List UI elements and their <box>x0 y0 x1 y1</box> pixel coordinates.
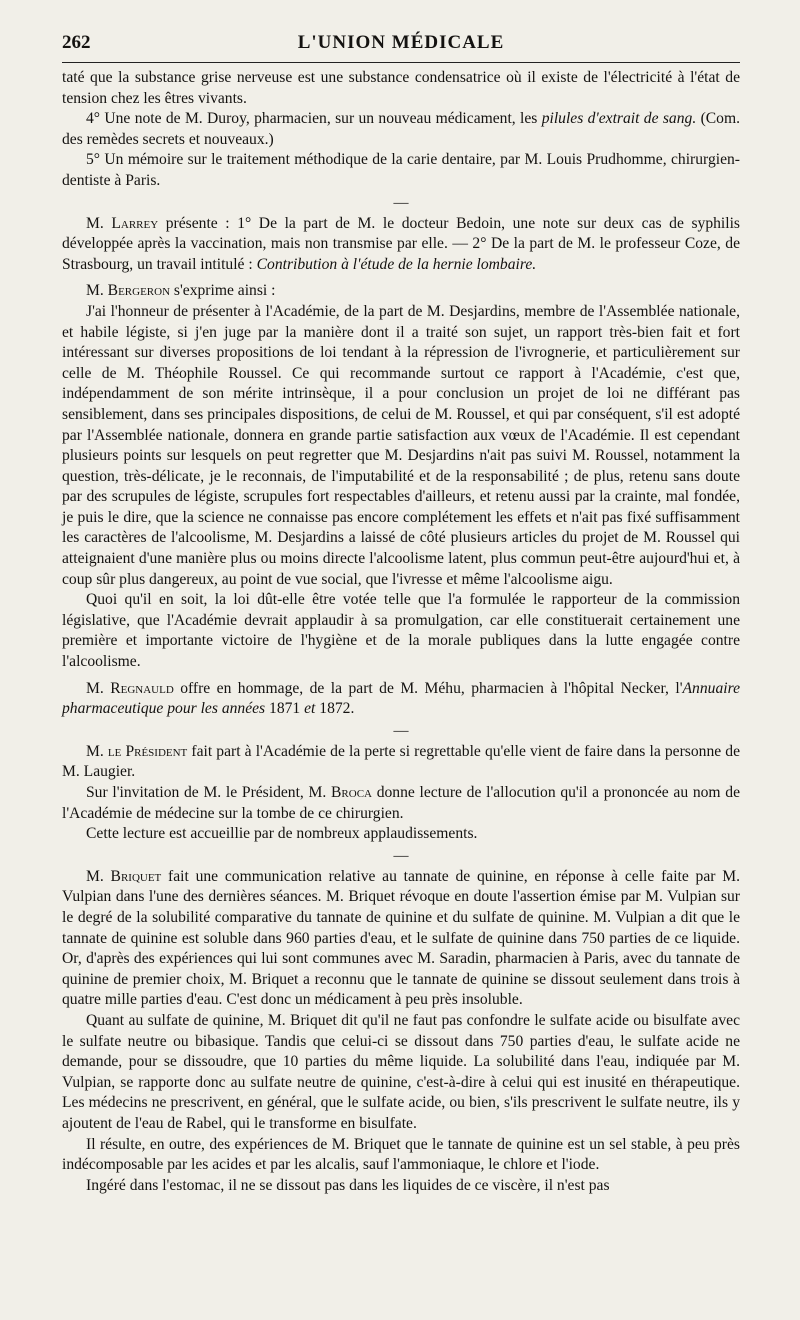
paragraph-regnauld <box>62 679 740 720</box>
broca-text: donne lecture de l'allocution qu'il a prononcée au nom de l'Académie de médecine sur la tombe de ce chirurgien. <box>62 784 741 822</box>
paragraph-briquet-4: Ingéré dans l'estomac, il ne se dissout pas dans les liquides de ce viscère, il n'est pas <box>86 1176 610 1194</box>
item-4-title: pilules d'extrait de sang. <box>541 110 697 128</box>
paragraph-bergeron-2: Quoi qu'il en soit, la loi dût-elle être votée telle que l'a formulée le rapporteur de la commission législative, que l'Académie devrait applaudir à sa promulgation, car elle constituerait certainement une première et importante victoire de l'hygiène et de la morale publiques dans la lutte engagée contre l'alcoolisme. <box>62 591 740 671</box>
paragraph-item-4 <box>62 109 740 150</box>
paragraph-briquet-3: Il résulte, en outre, des expériences de M. Briquet que le tannate de quinine est un sel stable, à peu près indécomposable par les acides et par les alcalis, sauf l'ammoniaque, le chlore et l'iode. <box>62 1135 740 1174</box>
paragraph-larrey <box>62 214 740 276</box>
president-text: fait part à l'Académie de la perte si regrettable qu'elle vient de faire dans la personne de M. Laugier. <box>62 742 740 781</box>
larrey-title: Contribution à l'étude de la hernie lombaire. <box>256 255 537 273</box>
paragraph-briquet-1 <box>62 867 740 1011</box>
section-separator: — <box>393 722 409 739</box>
section-separator: — <box>393 847 409 864</box>
header-rule <box>62 62 740 63</box>
larrey-text: présente : 1° De la part de M. le docteur Bedoin, une note sur deux cas de syphilis développée après la vaccination, mais non transmise par elle. — 2° De la part de M. le professeur Coze, de Strasbourg, un travail intitulé : <box>62 214 740 273</box>
paragraph-applause: Cette lecture est accueillie par de nombreux applaudissements. <box>86 825 478 843</box>
speaker-briquet: M. Briquet <box>86 867 162 885</box>
paragraph-item-5: 5° Un mémoire sur le traitement méthodique de la carie dentaire, par M. Louis Prudhomme, chirurgien-dentiste à Paris. <box>62 151 740 189</box>
paragraph-bergeron-1: J'ai l'honneur de présenter à l'Académie, de la part de M. Desjardins, membre de l'Assemblée nationale, et habile légiste, si j'en juge par la manière dont il a traité son sujet, un rapport très-bien fait et fort intéressant sur diverses propositions de loi tendant à la répression de l'ivrognerie, et particulièrement sur celle de M. Théophile Roussel. Ce qui recommande surtout ce rapport à l'Académie, c'est que, indépendamment de son mérite intrinsèque, il a pour conclusion un projet de loi ne différant pas sensiblement, dans ses principales dispositions, de celui de M. Roussel, et qui par conséquent, s'il est adopté par l'Assemblée nationale, donnera en grande partie satisfaction aux vœux de l'Académie. Il est cependant plusieurs points sur lesquels on peut regretter que M. Desjardins n'ait pas suivi M. Roussel, notamment la question, très-délicate, je le reconnais, de l'imputabilité et de la responsabilité ; de plus, retenu sans doute par des scrupules de légiste, scrupules fort respectables d'ailleurs, et retenu aussi par la crainte, mal fondée, je puis le dire, que la science ne connaisse pas encore complétement les effets et n'ait pas fixé suffisamment les caractères de l'alcoolisme, M. Desjardins a laissé de côté plusieurs articles du projet de M. Roussel qui atteignaient d'une manière plus ou moins directe l'alcoolisme latent, plus commun peut-être aujourd'hui et, à coup sûr plus dangereux, au point de vue social, que l'ivresse et même l'alcoolisme aigu. <box>62 302 740 588</box>
speaker-broca: M. Broca <box>308 784 372 801</box>
speaker-regnauld: M. Regnauld <box>86 679 174 697</box>
paragraph-briquet-2: Quant au sulfate de quinine, M. Briquet dit qu'il ne faut pas confondre le sulfate acide ou bisulfate avec le sulfate neutre ou bibasique. Tandis que celui-ci se dissout dans 750 parties d'eau, le sulfate acide ne demande, pour se dissoudre, que 10 parties du même liquide. La solubilité dans l'eau, indiquée par M. Vulpian, se rapporte donc au sulfate neutre de quinine, c'est-à-dire à celui qui est inusité en thérapeutique. Les médecins ne prescrivent, en général, que le sulfate acide, ou bien, s'ils prescrivent le sulfate neutre, ils y ajoutent de l'eau de Rabel, qui le transforme en bisulfate. <box>62 1011 740 1132</box>
regnauld-title: Annuaire pharmaceutique pour les années <box>62 679 740 718</box>
section-separator: — <box>393 194 409 211</box>
running-title: L'UNION MÉDICALE <box>297 32 505 53</box>
speaker-bergeron: M. Bergeron <box>86 282 171 300</box>
speaker-president: M. le Président <box>86 742 188 760</box>
page-header <box>62 28 740 58</box>
speaker-larrey: M. Larrey <box>86 214 159 232</box>
regnauld-text: offre en hommage, de la part de M. Méhu, pharmacien à l'hôpital Necker, l' <box>173 679 683 697</box>
page-number: 262 <box>62 32 91 53</box>
bergeron-intro: s'exprime ainsi : <box>170 282 276 300</box>
item-4-note: (Com. des remèdes secrets et nouveaux.) <box>62 110 740 148</box>
article-body <box>62 68 740 1196</box>
briquet-text: fait une communication relative au tannate de quinine, en réponse à celle faite par M. Vulpian dans l'une des dernières séances. M. Briquet révoque en doute l'assertion émise par M. Vulpian sur le degré de la solubilité comparative du tannate de quinine et du sulfate de quinine. M. Vulpian a dit que le tannate de quinine est soluble dans 960 parties d'eau, et le sulfate de quinine dans 750 parties de ce liquide. Or, d'après des expériences qui lui sont communes avec M. Saradin, pharmacien à Paris, avec du tannate de quinine de premier choix, M. Briquet a reconnu que le tannate de quinine se dissout seulement dans trois à quatre mille parties d'eau. C'est donc un médicament à peu près insoluble. <box>62 867 740 1009</box>
item-4-text: 4° Une note de M. Duroy, pharmacien, sur un nouveau médicament, les <box>86 110 542 128</box>
paragraph-president <box>62 742 740 783</box>
regnauld-years: 1871 <box>265 700 305 718</box>
paragraph-bergeron-intro <box>62 281 740 302</box>
paragraph-continuation: taté que la substance grise nerveuse est une substance condensatrice où il existe de l'électricité à l'état de tension chez les êtres vivants. <box>62 69 740 107</box>
regnauld-year-end: 1872. <box>315 700 355 718</box>
broca-intro: Sur l'invitation de M. le Président, <box>86 784 309 801</box>
regnauld-and: et <box>304 700 316 718</box>
paragraph-broca <box>62 783 740 824</box>
